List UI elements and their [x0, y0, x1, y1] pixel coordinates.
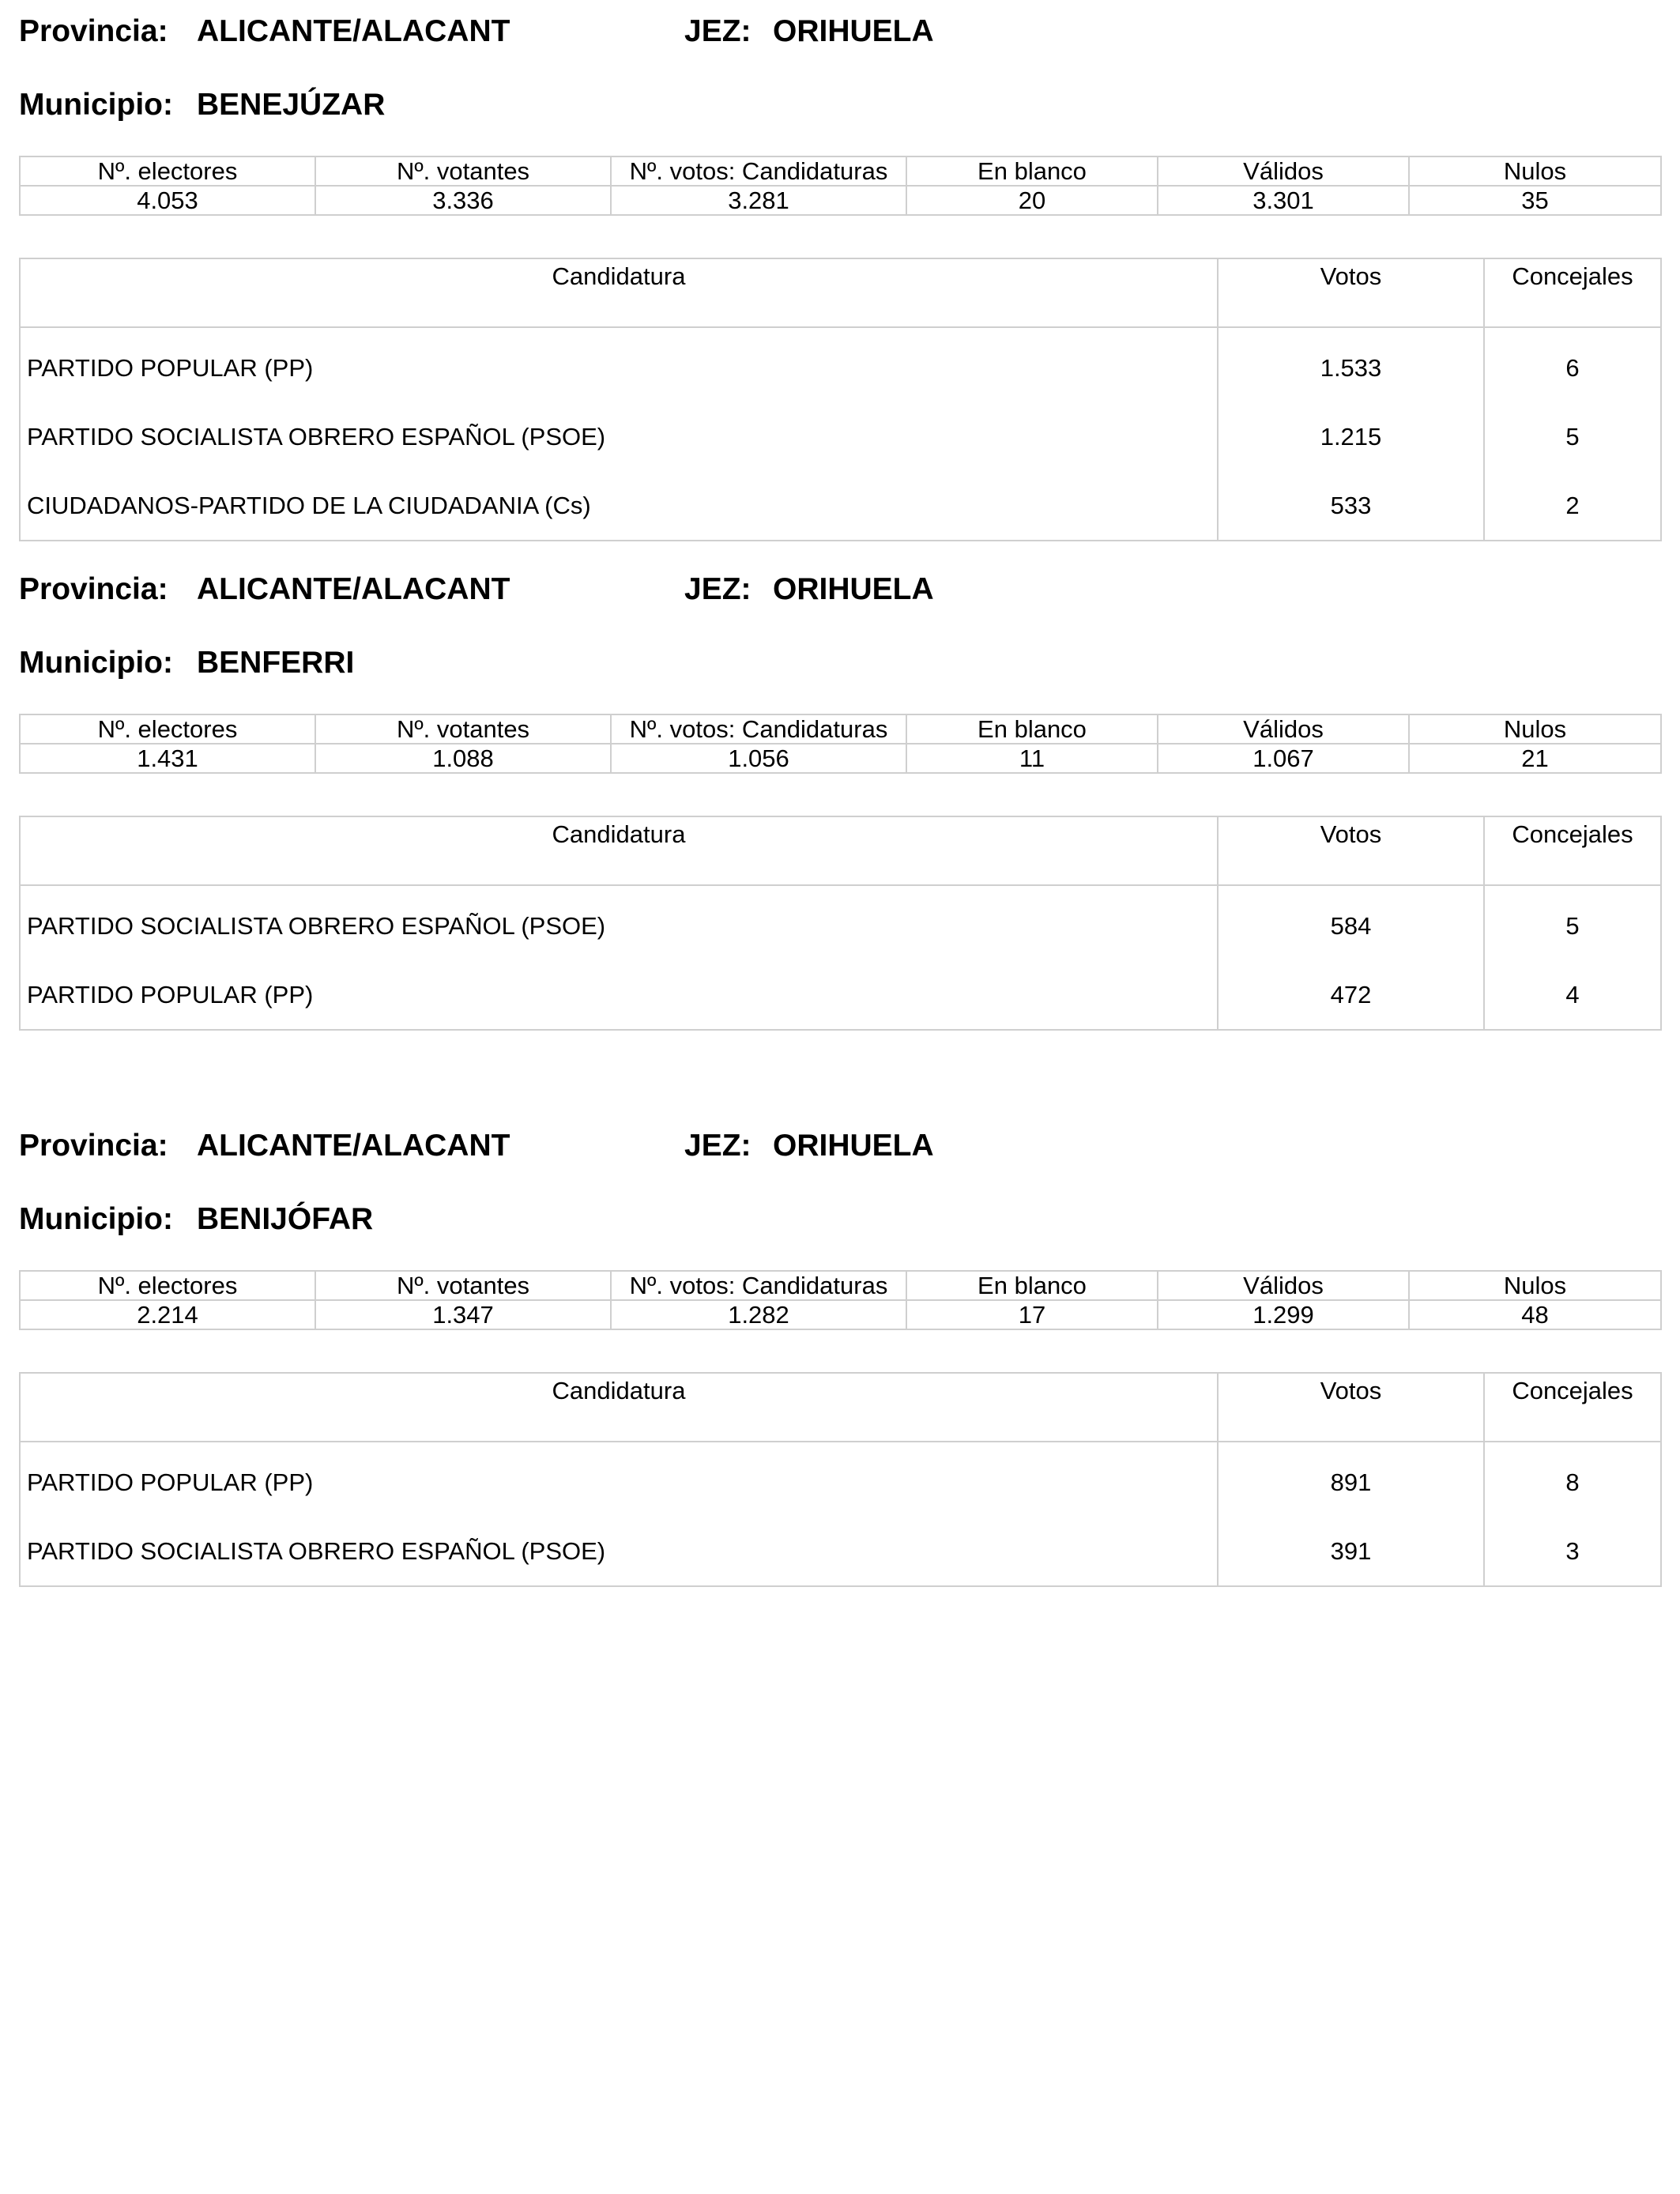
header-en-blanco: En blanco: [906, 714, 1158, 744]
table-row: [20, 327, 1661, 402]
summary-value-row: [20, 744, 1661, 773]
value-votantes: 1.088: [315, 744, 611, 773]
municipality-value: BENIJÓFAR: [197, 1202, 374, 1236]
municipality-value: BENEJÚZAR: [197, 88, 386, 122]
province-row: [19, 572, 1660, 610]
header-nulos: Nulos: [1409, 156, 1661, 186]
value-nulos: 48: [1409, 1300, 1661, 1329]
municipality-row: [19, 646, 1660, 684]
table-row: [20, 960, 1661, 1030]
header-candidatura: Candidatura: [20, 816, 1218, 885]
table-row: [20, 1517, 1661, 1586]
province-value: ALICANTE/ALACANT: [197, 572, 510, 606]
results-header-row: [20, 816, 1661, 885]
summary-header-row: [20, 156, 1661, 186]
jez-label: JEZ:: [684, 572, 751, 606]
jez-label: JEZ:: [684, 14, 751, 48]
province-value: ALICANTE/ALACANT: [197, 14, 510, 48]
candidatura-name: PARTIDO POPULAR (PP): [27, 980, 314, 1008]
candidatura-votos: 391: [1218, 1517, 1484, 1586]
results-table: [19, 1372, 1662, 1587]
candidatura-votos: 472: [1218, 960, 1484, 1030]
value-electores: 1.431: [20, 744, 315, 773]
value-en-blanco: 17: [906, 1300, 1158, 1329]
value-nulos: 21: [1409, 744, 1661, 773]
candidatura-concejales: 2: [1484, 471, 1661, 541]
table-row: [20, 402, 1661, 471]
header-candidatura: Candidatura: [20, 1373, 1218, 1442]
header-en-blanco: En blanco: [906, 1271, 1158, 1300]
municipality-label: Municipio:: [19, 1202, 173, 1236]
candidatura-name: PARTIDO POPULAR (PP): [27, 353, 314, 382]
summary-table: [19, 156, 1662, 216]
header-concejales: Concejales: [1484, 816, 1661, 885]
results-table: [19, 258, 1662, 541]
province-row: [19, 14, 1660, 52]
header-validos: Válidos: [1158, 156, 1409, 186]
header-validos: Válidos: [1158, 714, 1409, 744]
header-votos-candidaturas: Nº. votos: Candidaturas: [611, 714, 906, 744]
jez-label: JEZ:: [684, 1129, 751, 1163]
municipality-row: [19, 88, 1660, 126]
header-electores: Nº. electores: [20, 1271, 315, 1300]
header-votos-candidaturas: Nº. votos: Candidaturas: [611, 156, 906, 186]
header-electores: Nº. electores: [20, 714, 315, 744]
header-nulos: Nulos: [1409, 1271, 1661, 1300]
province-row: [19, 1129, 1660, 1167]
candidatura-votos: 891: [1218, 1442, 1484, 1517]
candidatura-concejales: 6: [1484, 327, 1661, 402]
candidatura-votos: 533: [1218, 471, 1484, 541]
candidatura-votos: 1.533: [1218, 327, 1484, 402]
province-label: Provincia:: [19, 1129, 168, 1163]
results-table: [19, 816, 1662, 1031]
summary-header-row: [20, 714, 1661, 744]
results-header-row: [20, 1373, 1661, 1442]
header-votantes: Nº. votantes: [315, 714, 611, 744]
candidatura-votos: 584: [1218, 885, 1484, 960]
candidatura-name: PARTIDO SOCIALISTA OBRERO ESPAÑOL (PSOE): [27, 422, 606, 450]
value-votantes: 3.336: [315, 186, 611, 215]
header-votantes: Nº. votantes: [315, 1271, 611, 1300]
province-label: Provincia:: [19, 572, 168, 606]
value-validos: 1.299: [1158, 1300, 1409, 1329]
header-nulos: Nulos: [1409, 714, 1661, 744]
header-votos-candidaturas: Nº. votos: Candidaturas: [611, 1271, 906, 1300]
value-validos: 3.301: [1158, 186, 1409, 215]
table-row: [20, 1442, 1661, 1517]
value-nulos: 35: [1409, 186, 1661, 215]
header-concejales: Concejales: [1484, 258, 1661, 327]
header-en-blanco: En blanco: [906, 156, 1158, 186]
table-row: [20, 471, 1661, 541]
candidatura-name: PARTIDO SOCIALISTA OBRERO ESPAÑOL (PSOE): [27, 911, 606, 940]
candidatura-name: PARTIDO POPULAR (PP): [27, 1468, 314, 1496]
value-electores: 4.053: [20, 186, 315, 215]
summary-value-row: [20, 1300, 1661, 1329]
header-candidatura: Candidatura: [20, 258, 1218, 327]
value-validos: 1.067: [1158, 744, 1409, 773]
municipality-label: Municipio:: [19, 646, 173, 680]
value-electores: 2.214: [20, 1300, 315, 1329]
candidatura-concejales: 5: [1484, 885, 1661, 960]
table-row: [20, 885, 1661, 960]
province-label: Provincia:: [19, 14, 168, 48]
candidatura-concejales: 3: [1484, 1517, 1661, 1586]
municipality-row: [19, 1202, 1660, 1240]
summary-value-row: [20, 186, 1661, 215]
header-votantes: Nº. votantes: [315, 156, 611, 186]
value-votos-candidaturas: 1.282: [611, 1300, 906, 1329]
header-validos: Válidos: [1158, 1271, 1409, 1300]
candidatura-name: PARTIDO SOCIALISTA OBRERO ESPAÑOL (PSOE): [27, 1536, 606, 1565]
summary-table: [19, 1270, 1662, 1330]
summary-table: [19, 714, 1662, 774]
municipality-value: BENFERRI: [197, 646, 355, 680]
province-value: ALICANTE/ALACANT: [197, 1129, 510, 1163]
candidatura-concejales: 4: [1484, 960, 1661, 1030]
candidatura-concejales: 8: [1484, 1442, 1661, 1517]
value-en-blanco: 20: [906, 186, 1158, 215]
municipality-label: Municipio:: [19, 88, 173, 122]
candidatura-name: CIUDADANOS-PARTIDO DE LA CIUDADANIA (Cs): [27, 491, 591, 519]
header-votos: Votos: [1218, 1373, 1484, 1442]
summary-header-row: [20, 1271, 1661, 1300]
header-electores: Nº. electores: [20, 156, 315, 186]
header-votos: Votos: [1218, 258, 1484, 327]
header-concejales: Concejales: [1484, 1373, 1661, 1442]
candidatura-votos: 1.215: [1218, 402, 1484, 471]
value-votantes: 1.347: [315, 1300, 611, 1329]
value-votos-candidaturas: 3.281: [611, 186, 906, 215]
header-votos: Votos: [1218, 816, 1484, 885]
results-header-row: [20, 258, 1661, 327]
jez-value: ORIHUELA: [773, 14, 934, 48]
candidatura-concejales: 5: [1484, 402, 1661, 471]
value-en-blanco: 11: [906, 744, 1158, 773]
value-votos-candidaturas: 1.056: [611, 744, 906, 773]
jez-value: ORIHUELA: [773, 572, 934, 606]
jez-value: ORIHUELA: [773, 1129, 934, 1163]
